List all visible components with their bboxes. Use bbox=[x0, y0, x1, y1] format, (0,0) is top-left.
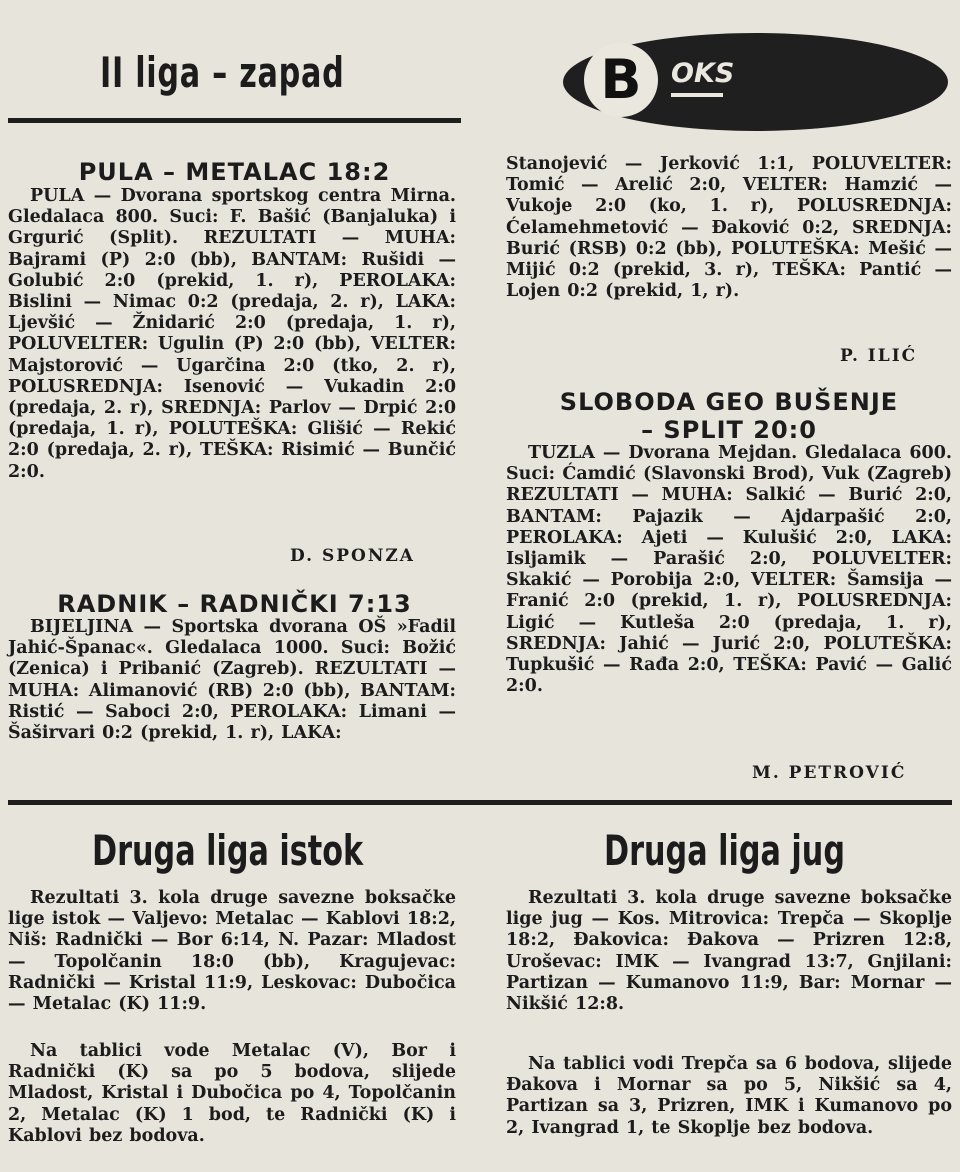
article-body-sloboda: TUZLA — Dvorana Mejdan. Gledalaca 600. Suci: Ćamdić (Slavonski Brod), Vuk (Zagreb) REZULTATI — MUHA: Salkić — Burić 2:0, BANTAM: Pajazik — Ajdarpašić 2:0, PEROLAKA: Ajeti — Kulušić 2:0, LAKA: Isljamik — Parašić 2:0, POLUVELTER: Skakić — Porobija 2:0, VELTER: Šamsija — Franić 2:0 (prekid, 1. r), POLUSREDNJA: Ligić — Kutleša 2:0 (predaja, 1. r), SREDNJA: Jahić — Jurić 2:0, POLUTEŠKA: Tupkušić — Rađa 2:0, TEŠKA: Pavić — Galić 2:0. bbox=[506, 443, 952, 697]
article-author-sloboda: M. PETROVIĆ bbox=[752, 763, 907, 783]
page-heading: II liga – zapad bbox=[100, 48, 345, 97]
article-title-sloboda-line2: – SPLIT 20:0 bbox=[641, 416, 817, 444]
article-author-radnik: P. ILIĆ bbox=[840, 346, 918, 366]
article-title-pula: PULA – METALAC 18:2 bbox=[78, 158, 391, 186]
article-body-jug-results: Rezultati 3. kola druge savezne boksačke lige jug — Kos. Mitrovica: Trepča — Skoplje 18:2, Đakovica: Đakova — Prizren 12:8, Uroševac: IMK — Ivangrad 13:7, Gnjilani: Partizan — Kumanovo 11:9, Bar: Mornar — Nikšić 12:8. bbox=[506, 888, 952, 1015]
article-body-jug-table: Na tablici vodi Trepča sa 6 bodova, slijede Đakova i Mornar sa po 5, Nikšić sa 4, Partizan sa 3, Prizren, IMK i Kumanovo po 2, Ivangrad 1, te Skoplje bez bodova. bbox=[506, 1054, 952, 1138]
article-title-sloboda-line1: SLOBODA GEO BUŠENJE bbox=[559, 388, 899, 416]
article-body-radnik: BIJELJINA — Sportska dvorana OŠ »Fadil Jahić-Španac«. Gledalaca 1000. Suci: Božić (Zenica) i Pribanić (Zagreb). REZULTATI — MUHA: Alimanović (RB) 2:0 (bb), BANTAM: Ristić — Saboci 2:0, PEROLAKA: Limani — Šaširvari 0:2 (prekid, 1. r), LAKA: bbox=[8, 617, 456, 744]
logo-circle bbox=[584, 43, 658, 117]
section-divider bbox=[8, 800, 952, 805]
article-body-istok-results: Rezultati 3. kola druge savezne boksačke lige istok — Valjevo: Metalac — Kablovi 18:2, Niš: Radnički — Bor 6:14, N. Pazar: Mladost — Topolčanin 18:0 (bb), Kragujevac: Radnički — Kristal 11:9, Leskovac: Dubočica — Metalac (K) 11:9. bbox=[8, 888, 456, 1015]
heading-istok: Druga liga istok bbox=[92, 826, 364, 875]
heading-jug: Druga liga jug bbox=[604, 826, 845, 875]
logo-underline bbox=[671, 93, 723, 97]
logo-text: OKS bbox=[671, 58, 735, 89]
article-author-pula: D. SPONZA bbox=[290, 546, 415, 566]
article-body-istok-table: Na tablici vode Metalac (V), Bor i Radnički (K) sa po 5 bodova, slijede Mladost, Kristal i Dubočica po 4, Topolčanin 2, Metalac (K) 1 bod, te Radnički (K) i Kablovi bez bodova. bbox=[8, 1041, 456, 1146]
article-body-pula: PULA — Dvorana sportskog centra Mirna. Gledalaca 800. Suci: F. Bašić (Banjaluka) i Grgurić (Split). REZULTATI — MUHA: Bajrami (P) 2:0 (bb), BANTAM: Rušidi — Golubić 2:0 (prekid, 1. r), PEROLAKA: Bislini — Nimac 0:2 (predaja, 2. r), LAKA: Ljevšić — Žnidarić 2:0 (predaja, 1. r), POLUVELTER: Ugulin (P) 2:0 (bb), VELTER: Majstorović — Ugarčina 2:0 (tko, 2. r), POLUSREDNJA: Isenović — Vukadin 2:0 (predaja, 2. r), SREDNJA: Parlov — Drpić 2:0 (predaja, 1. r), POLUTEŠKA: Glišić — Rekić 2:0 (predaja, 2. r), TEŠKA: Risimić — Bunčić 2:0. bbox=[8, 186, 456, 482]
logo-letter: B bbox=[600, 48, 642, 111]
boks-logo bbox=[563, 33, 948, 131]
article-body-radnik-continued: Stanojević — Jerković 1:1, POLUVELTER: Tomić — Arelić 2:0, VELTER: Hamzić — Vukoje 2:0 (ko, 1. r), POLUSREDNJA: Ćelamehmetović — Đaković 0:2, SREDNJA: Burić (RSB) 0:2 (bb), POLUTEŠKA: Mešić — Mijić 0:2 (prekid, 3. r), TEŠKA: Pantić — Lojen 0:2 (prekid, 1, r). bbox=[506, 154, 952, 302]
heading-rule bbox=[8, 118, 461, 123]
article-title-radnik: RADNIK – RADNIČKI 7:13 bbox=[57, 590, 412, 618]
